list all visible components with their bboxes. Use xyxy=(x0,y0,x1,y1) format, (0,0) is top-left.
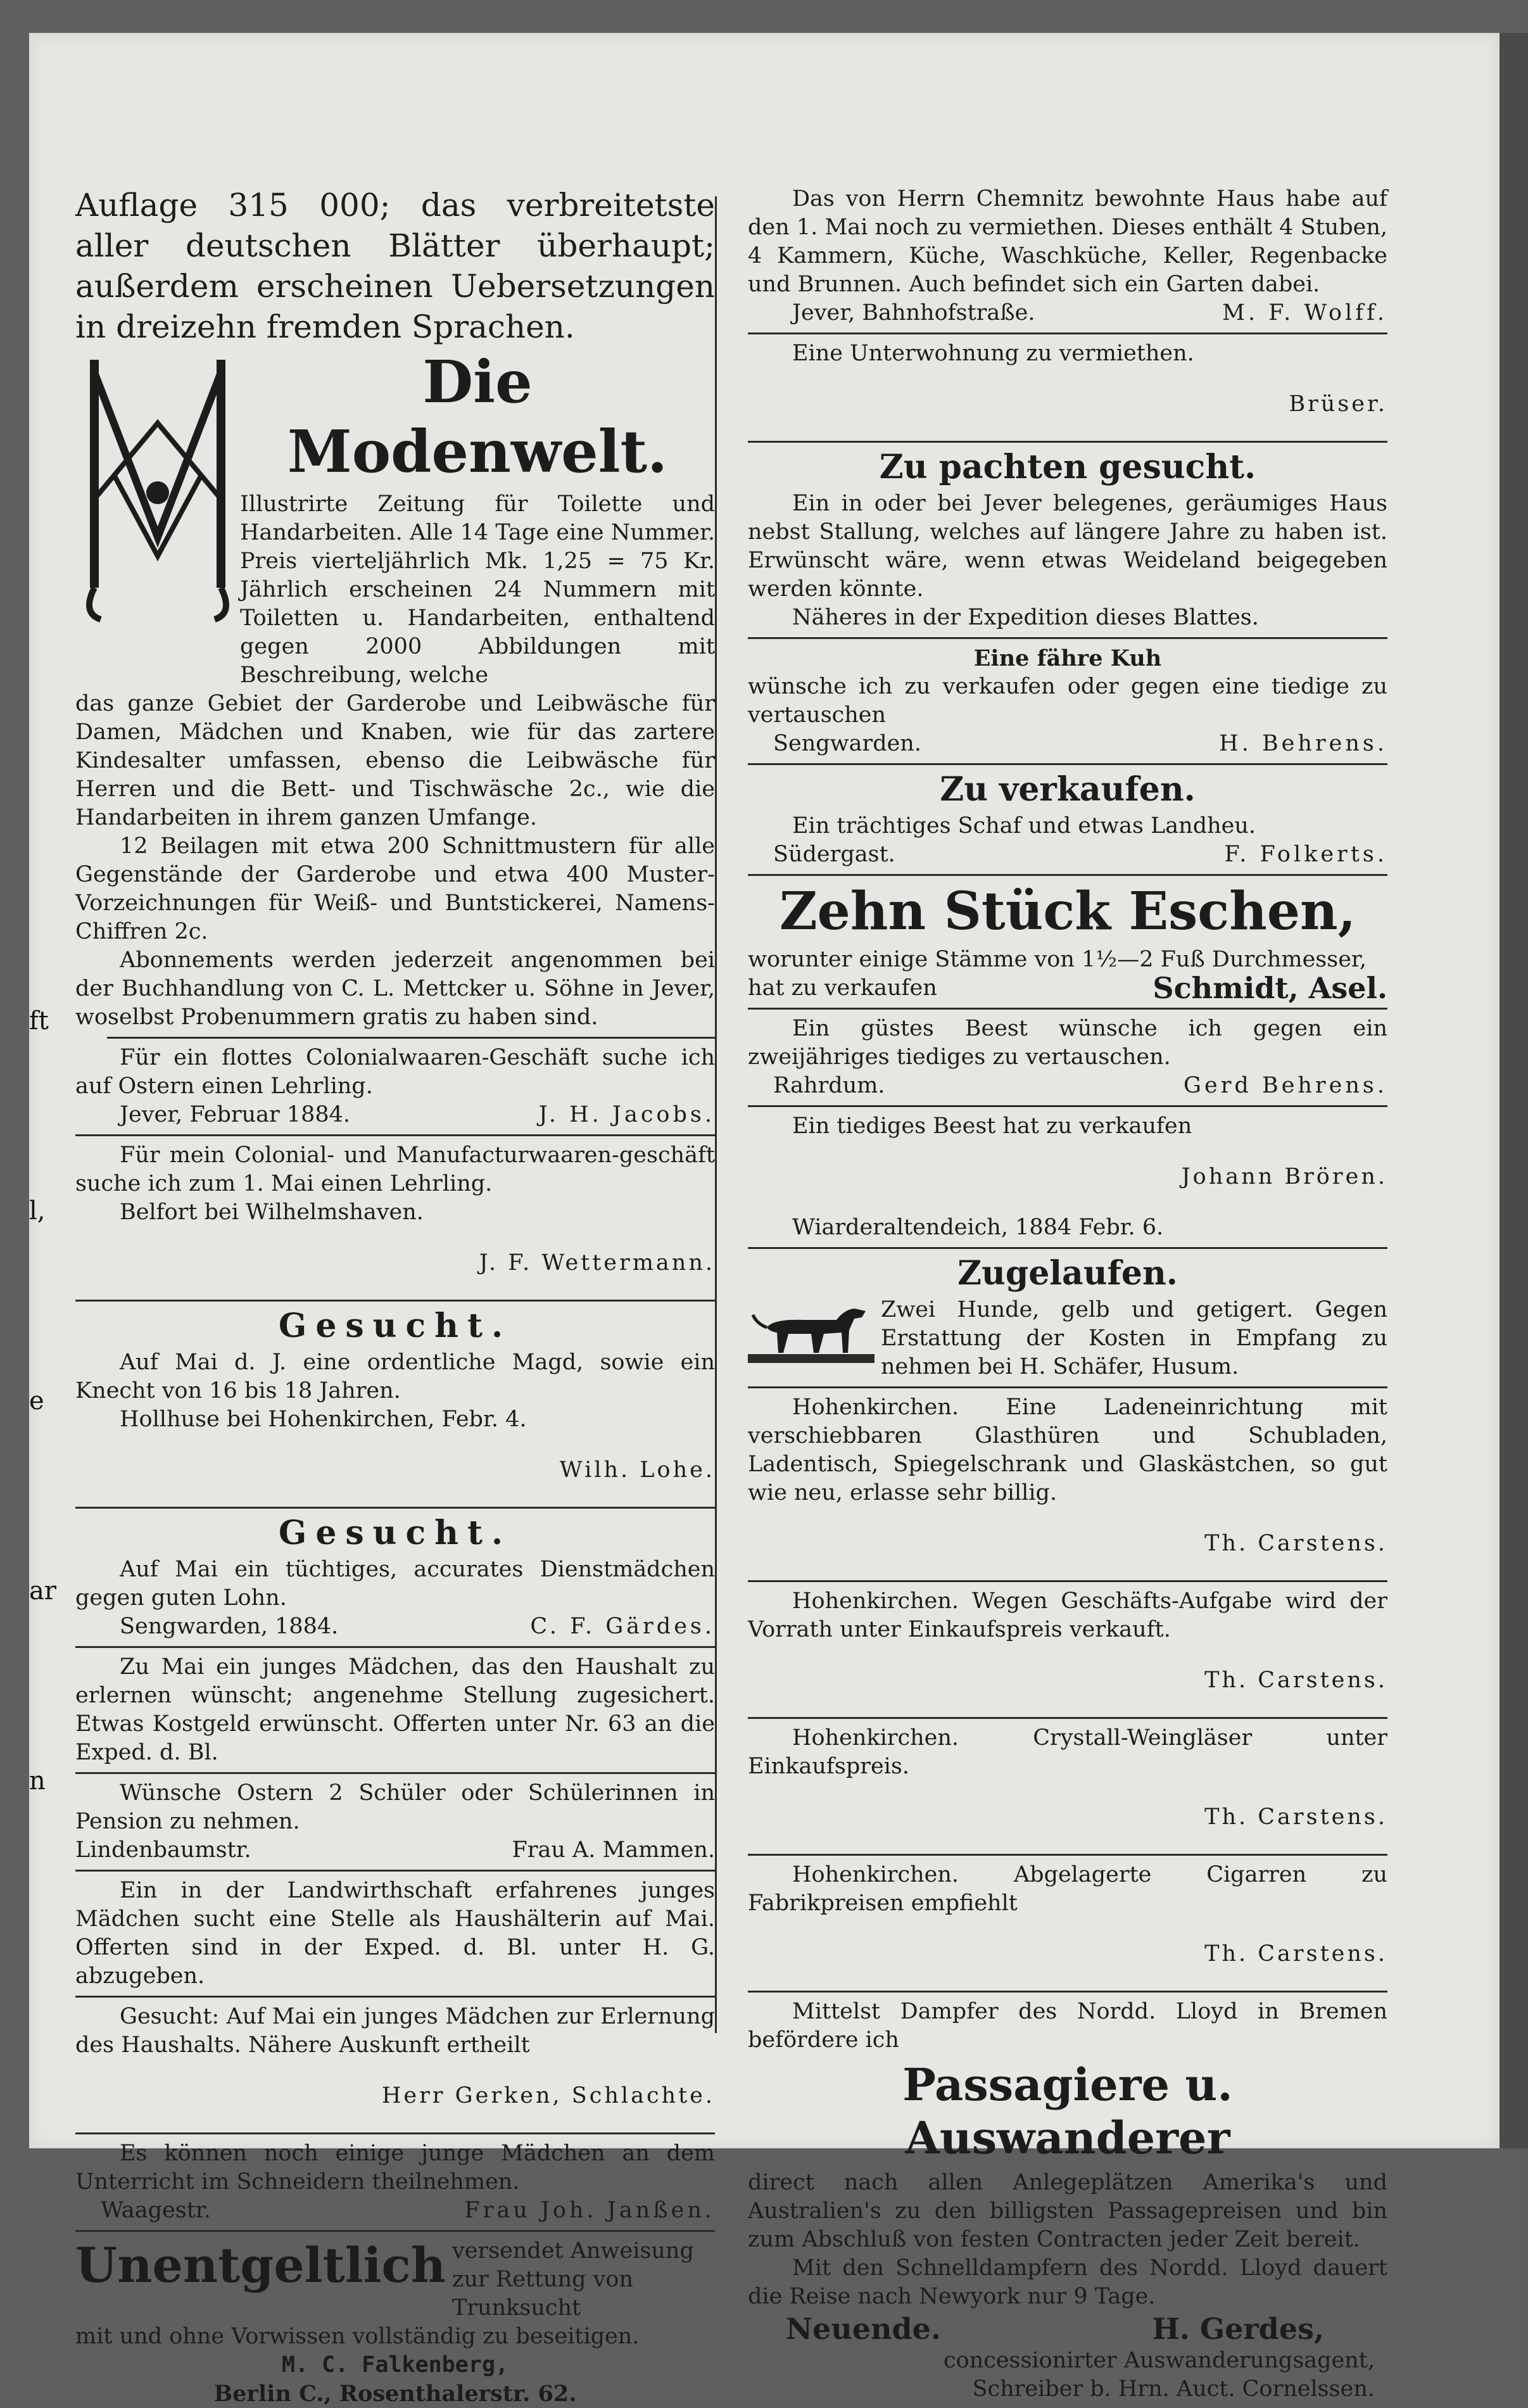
kuh-text: wünsche ich zu verkaufen oder gegen eine tiedige zu vertauschen xyxy=(748,674,1387,728)
gerken-name: Herr Gerken, Schlachte. xyxy=(381,2083,715,2108)
name: F. Folkerts. xyxy=(1224,842,1387,867)
beest2-text: Ein tiediges Beest hat zu verkaufen xyxy=(792,1113,1192,1139)
hohenkirchen-ad-2: Hohenkirchen. Wegen Geschäfts-Aufgabe wird der Vorrath unter Einkaufspreis verkauft. xyxy=(748,1588,1387,1642)
page-edge-shadow xyxy=(1500,33,1528,2148)
scrap-text: l, xyxy=(29,1196,46,1226)
gerd-behrens-signature xyxy=(748,1072,1387,1100)
trunksucht-text-cont: mit und ohne Vorwissen vollständig zu beseitigen. xyxy=(75,2324,640,2349)
unentgeltlich-heading: Unentgeltlich xyxy=(75,2237,446,2293)
divider xyxy=(748,1991,1387,1993)
eschen-text2: hat zu verkaufen xyxy=(748,975,937,1001)
divider xyxy=(107,1037,715,1039)
place: Südergast. xyxy=(773,842,895,867)
broeren-name: Johann Brören. xyxy=(1181,1164,1387,1189)
hohenkirchen-ad-1: Hohenkirchen. Eine Ladeneinrichtung mit verschiebbaren Glasthüren und Schubladen, Ladentisch, Spiegelschrank und Glaskästchen, so gut wie neu, erlasse sehr billig. xyxy=(748,1395,1387,1505)
eschen-text: worunter einige Stämme von 1½—2 Fuß Durchmesser, xyxy=(748,947,1367,972)
name: C. F. Gärdes. xyxy=(530,1614,715,1639)
janssen-signature xyxy=(75,2196,715,2225)
trunksucht-text: versendet Anweisung zur Rettung von Trunksucht xyxy=(452,2238,694,2321)
left-column xyxy=(75,185,715,2408)
gesucht2-text: Auf Mai ein tüchtiges, accurates Dienstmädchen gegen guten Lohn. xyxy=(75,1557,715,1611)
divider xyxy=(748,763,1387,765)
pachten-text: Ein in oder bei Jever belegenes, geräumiges Haus nebst Stallung, welches auf längere Jahre zu haben ist. Erwünscht wäre, wenn etwas Weideland beigegeben werden könnte. xyxy=(748,491,1387,602)
folkerts-signature xyxy=(748,840,1387,869)
name: H. Gerdes, xyxy=(1152,2312,1324,2346)
divider xyxy=(75,2132,715,2134)
divider xyxy=(748,1386,1387,1388)
gesucht2-signature xyxy=(75,1613,715,1641)
place: Lindenbaumstr. xyxy=(75,1837,251,1863)
beest2-place: Wiarderaltendeich, 1884 Febr. 6. xyxy=(792,1215,1164,1240)
modenwelt-monogram-logo xyxy=(75,347,240,626)
jacobs-signature xyxy=(75,1101,715,1129)
modenwelt-body: Illustrirte Zeitung für Toilette und Handarbeiten. Alle 14 Tage eine Nummer. Preis vierteljährlich Mk. 1,25 = 75 Kr. Jährlich erscheinen 24 Nummern mit Toiletten u. Handarbeiten, enthaltend gegen 2000 Abbildungen mit Beschreibung, welche xyxy=(240,491,715,688)
name: Frau A. Mammen. xyxy=(512,1837,715,1863)
column-divider xyxy=(715,196,717,2033)
divider xyxy=(748,333,1387,334)
divider xyxy=(748,1247,1387,1249)
mammen-signature xyxy=(75,1836,715,1865)
place: Jever, Februar 1884. xyxy=(120,1102,351,1127)
divider xyxy=(75,1646,715,1648)
divider xyxy=(748,1854,1387,1856)
passagiere-heading: Passagiere u. Auswanderer xyxy=(902,2058,1233,2164)
lloyd-text3: Mit den Schnelldampfern des Nordd. Lloyd dauert die Reise nach Newyork nur 9 Tage. xyxy=(748,2255,1387,2309)
scrap-text: n xyxy=(29,1766,46,1796)
gesucht1-text: Auf Mai d. J. eine ordentliche Magd, sowie ein Knecht von 16 bis 18 Jahren. xyxy=(75,1350,715,1404)
gesucht-heading: Gesucht. xyxy=(278,1307,512,1345)
modenwelt-beilagen: 12 Beilagen mit etwa 200 Schnittmustern für alle Gegenstände der Garderobe und etwa 400 Muster-Vorzeichnungen für Weiß- und Buntstickerei, Namens-Chiffren 2c. xyxy=(75,833,715,944)
verkaufen-heading: Zu verkaufen. xyxy=(940,770,1196,809)
kuh-heading: Eine fähre Kuh xyxy=(973,645,1162,671)
modenwelt-text xyxy=(240,347,715,690)
auflage-ad: Auflage 315 000; das verbreitetste aller deutschen Blätter überhaupt; außerdem erscheinen Uebersetzungen in dreizehn fremden Sprachen. xyxy=(75,187,715,345)
gerdes-title: concessionirter Auswanderungsagent, xyxy=(944,2348,1375,2373)
divider xyxy=(748,1008,1387,1010)
scrap-text: ar xyxy=(29,1576,56,1606)
wettermann-place: Belfort bei Wilhelmshaven. xyxy=(120,1200,424,1225)
place: Jever, Bahnhofstraße. xyxy=(792,300,1035,326)
carstens-name: Th. Carstens. xyxy=(1204,1531,1387,1556)
divider xyxy=(75,1300,715,1302)
hohenkirchen-ad-4: Hohenkirchen. Abgelagerte Cigarren zu Fabrikpreisen empfiehlt xyxy=(748,1862,1387,1916)
name: Frau Joh. Janßen. xyxy=(464,2198,715,2223)
hohenkirchen-ad-3: Hohenkirchen. Crystall-Weingläser unter Einkaufspreis. xyxy=(748,1725,1387,1779)
place: Sengwarden. xyxy=(773,731,921,756)
divider xyxy=(75,1772,715,1774)
janssen-ad-text: Es können noch einige junge Mädchen an dem Unterricht im Schneidern theilnehmen. xyxy=(75,2141,715,2195)
modenwelt-body-cont: das ganze Gebiet der Garderobe und Leibwäsche für Damen, Mädchen und Knaben, wie für das zartere Kindesalter umfassen, ebenso die Leibwäsche für Herren und die Bett- und Tischwäsche 2c., wie die Handarbeiten in ihrem ganzen Umfange. xyxy=(75,691,715,830)
brueser-name: Brüser. xyxy=(1289,391,1387,417)
name: J. H. Jacobs. xyxy=(538,1102,715,1127)
wettermann-name: J. F. Wettermann. xyxy=(479,1250,715,1276)
place: Waagestr. xyxy=(101,2198,211,2223)
haushaelterin-ad-text: Ein in der Landwirthschaft erfahrenes junges Mädchen sucht eine Stelle als Haushälterin auf Mai. Offerten sind in der Exped. d. Bl. unter H. G. abzugeben. xyxy=(75,1878,715,1989)
divider xyxy=(75,1870,715,1872)
zugelaufen-text: Zwei Hunde, gelb und getigert. Gegen Erstattung der Kosten in Empfang zu nehmen bei H. Schäfer, Husum. xyxy=(881,1297,1387,1379)
carstens-name: Th. Carstens. xyxy=(1204,1668,1387,1693)
pachten-heading: Zu pachten gesucht. xyxy=(879,448,1256,486)
divider xyxy=(75,1507,715,1509)
divider xyxy=(748,441,1387,443)
adjacent-page-scrap xyxy=(29,1006,56,1796)
haushalt-ad-text: Zu Mai ein junges Mädchen, das den Haushalt zu erlernen wünscht; angenehme Stellung zugesichert. Etwas Kostgeld erwünscht. Offerten unter Nr. 63 an die Exped. d. Bl. xyxy=(75,1654,715,1765)
gesucht1-name: Wilh. Lohe. xyxy=(559,1457,715,1483)
schmidt-signature xyxy=(748,971,1387,1005)
gesucht-heading: Gesucht. xyxy=(278,1514,512,1552)
chemnitz-ad-text: Das von Herrn Chemnitz bewohnte Haus habe auf den 1. Mai noch zu vermiethen. Dieses enthält 4 Stuben, 4 Kammern, Küche, Waschküche, Keller, Regenbacke und Brunnen. Auch befindet sich ein Garten dabei. xyxy=(748,186,1387,297)
schaf-text: Ein trächtiges Schaf und etwas Landheu. xyxy=(792,813,1256,839)
lloyd-text: Mittelst Dampfer des Nordd. Lloyd in Bremen befördere ich xyxy=(748,1999,1387,2053)
newspaper-page xyxy=(29,33,1500,2407)
right-column xyxy=(748,185,1387,2404)
name: M. F. Wolff. xyxy=(1222,300,1387,326)
place: Rahrdum. xyxy=(773,1073,885,1098)
zugelaufen-heading: Zugelaufen. xyxy=(957,1254,1178,1293)
unterwohnung-text: Eine Unterwohnung zu vermiethen. xyxy=(792,341,1194,366)
divider xyxy=(75,2230,715,2232)
lloyd-text2: direct nach allen Anlegeplätzen Amerika's und Australien's zu den billigsten Passagepreisen und bin zum Abschluß von festen Contracten jeder Zeit bereit. xyxy=(748,2170,1387,2252)
gesucht1-place: Hollhuse bei Hohenkirchen, Febr. 4. xyxy=(120,1407,527,1432)
divider xyxy=(748,1580,1387,1582)
carstens-name: Th. Carstens. xyxy=(1204,1804,1387,1830)
modenwelt-abonnements: Abonnements werden jederzeit angenommen bei der Buchhandlung von C. L. Mettcker u. Söhne in Jever, woselbst Probenummern gratis zu haben sind. xyxy=(75,947,715,1030)
wettermann-ad-text: Für mein Colonial- und Manufacturwaaren-geschäft suche ich zum 1. Mai einen Lehrling. xyxy=(75,1143,715,1196)
divider xyxy=(748,1105,1387,1107)
beest1-text: Ein güstes Beest wünsche ich gegen ein zweijähriges tiediges zu vertauschen. xyxy=(748,1016,1387,1070)
modenwelt-ad xyxy=(75,347,715,690)
divider xyxy=(748,637,1387,639)
zugelaufen-ad xyxy=(748,1296,1387,1381)
jacobs-ad-text: Für ein flottes Colonialwaaren-Geschäft suche ich auf Ostern einen Lehrling. xyxy=(75,1045,715,1099)
dog-icon xyxy=(748,1296,881,1366)
gerdes-signature xyxy=(748,2311,1387,2347)
gerdes-title2: Schreiber b. Hrn. Auct. Cornelssen. xyxy=(972,2376,1375,2402)
eschen-heading: Zehn Stück Eschen, xyxy=(779,881,1356,942)
divider xyxy=(748,874,1387,876)
wolff-signature xyxy=(748,299,1387,327)
gerken-ad-text: Gesucht: Auf Mai ein junges Mädchen zur Erlernung des Haushalts. Nähere Auskunft ertheilt xyxy=(75,2004,715,2058)
falkenberg-address: Berlin C., Rosenthalerstr. 62. xyxy=(213,2381,577,2407)
place: Neuende. xyxy=(786,2312,941,2346)
divider xyxy=(75,1996,715,1998)
name: H. Behrens. xyxy=(1219,731,1387,756)
scrap-text: e xyxy=(29,1386,44,1416)
name: Gerd Behrens. xyxy=(1184,1073,1387,1098)
trunksucht-ad xyxy=(75,2237,715,2322)
modenwelt-title: Die Modenwelt. xyxy=(287,348,668,486)
carstens-name: Th. Carstens. xyxy=(1204,1941,1387,1967)
name: Schmidt, Asel. xyxy=(1152,971,1387,1005)
falkenberg-name: M. C. Falkenberg, xyxy=(281,2352,509,2378)
divider xyxy=(748,1717,1387,1719)
divider xyxy=(75,1134,715,1136)
behrens-signature xyxy=(748,730,1387,758)
pachten-note: Näheres in der Expedition dieses Blattes. xyxy=(792,605,1259,630)
scrap-text: ft xyxy=(29,1006,49,1036)
mammen-ad-text: Wünsche Ostern 2 Schüler oder Schülerinnen in Pension zu nehmen. xyxy=(75,1780,715,1834)
place: Sengwarden, 1884. xyxy=(120,1614,339,1639)
